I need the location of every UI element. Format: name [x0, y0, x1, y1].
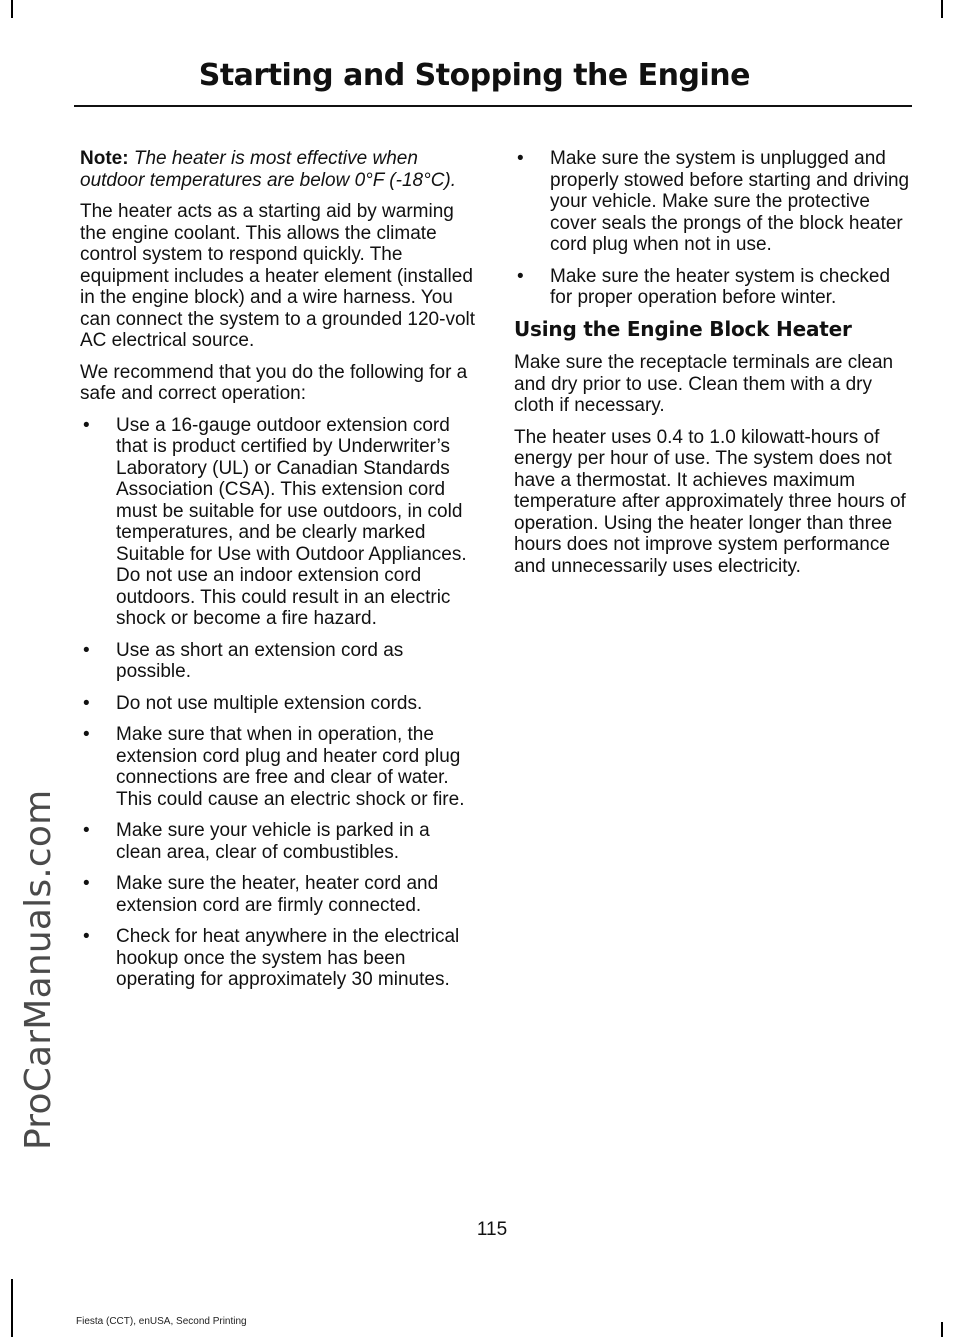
- list-item-text: Use a 16-gauge outdoor extension cord that is product certified by Underwriter’s Laboratory (UL) or Canadian Standards Association (CSA). This extension cord must be suitable for use outdoors, in cold temperatures, and be clearly marked Suitable for Use with Outdoor Appliances. Do not use an indoor extension cord outdoors. This could result in an electric shock or become a fire hazard.: [116, 414, 467, 629]
- list-item: [514, 148, 912, 256]
- list-item: [80, 820, 476, 863]
- list-item-text: Use as short an extension cord as possible.: [116, 639, 404, 682]
- safety-list-continued: [514, 148, 912, 309]
- list-item-text: Make sure your vehicle is parked in a clean area, clear of combustibles.: [116, 820, 430, 863]
- bullet-icon: •: [83, 692, 90, 714]
- list-item-text: Do not use multiple extension cords.: [116, 692, 423, 714]
- body-paragraph: The heater acts as a starting aid by warming the engine coolant. This allows the climate control system to respond quickly. The equipment includes a heater element (installed in the engine block) and a wire harness. You can connect the system to a grounded 120-volt AC electrical source.: [80, 201, 476, 351]
- list-item: [80, 415, 476, 630]
- body-paragraph: We recommend that you do the following for a safe and correct operation:: [80, 361, 468, 404]
- bullet-icon: •: [517, 148, 524, 169]
- list-item-text: Make sure that when in operation, the extension cord plug and heater cord plug connections are free and clear of water. This could cause an electric shock or fire.: [116, 724, 465, 810]
- left-column: [80, 148, 476, 1001]
- bullet-icon: •: [83, 414, 90, 436]
- bullet-icon: •: [83, 639, 90, 661]
- watermark: ProCarManuals.com: [18, 789, 59, 1150]
- bullet-icon: •: [517, 265, 524, 287]
- list-item: [80, 693, 476, 715]
- page-number: 115: [476, 1219, 508, 1240]
- body-paragraph: The heater uses 0.4 to 1.0 kilowatt-hours of energy per hour of use. The system does not have a thermostat. It achieves maximum temperature after approximately three hours of operation. Using the heater longer than three hours does not improve system performance and unnecessarily uses electricity.: [514, 426, 906, 577]
- list-item: [80, 724, 476, 810]
- list-item: [80, 926, 476, 991]
- safety-list: [80, 415, 476, 991]
- list-item: [80, 873, 476, 916]
- note-paragraph: [80, 148, 476, 191]
- section-heading: Using the Engine Block Heater: [514, 316, 852, 341]
- bullet-icon: •: [83, 926, 90, 947]
- crop-mark-top-right: [941, 0, 943, 18]
- bullet-icon: •: [83, 820, 90, 841]
- bullet-icon: •: [83, 724, 90, 745]
- note-text: The heater is most effective when outdoor temperatures are below 0°F (-18°C).: [80, 148, 457, 191]
- crop-mark-bottom-left: [11, 1279, 13, 1337]
- edition-footer: Fiesta (CCT), enUSA, Second Printing: [76, 1316, 247, 1327]
- list-item-text: Make sure the heater, heater cord and extension cord are firmly connected.: [116, 873, 439, 916]
- list-item-text: Make sure the heater system is checked for proper operation before winter.: [550, 265, 891, 308]
- bullet-icon: •: [83, 873, 90, 894]
- list-item-text: Make sure the system is unplugged and properly stowed before starting and driving your vehicle. Make sure the protective cover seals the prongs of the block heater cord plug when not in use.: [550, 148, 910, 255]
- page-title: Starting and Stopping the Engine: [198, 58, 750, 93]
- list-item-text: Check for heat anywhere in the electrical hookup once the system has been operating for approximately 30 minutes.: [116, 926, 460, 990]
- note-label: Note:: [80, 148, 129, 169]
- crop-mark-bottom-right: [941, 1322, 943, 1337]
- list-item: [80, 640, 476, 683]
- body-paragraph: Make sure the receptacle terminals are clean and dry prior to use. Clean them with a dry cloth if necessary.: [514, 352, 894, 416]
- crop-mark-top-left: [11, 0, 13, 18]
- list-item: [514, 266, 912, 309]
- right-column: [514, 148, 912, 587]
- header-divider: [74, 105, 912, 107]
